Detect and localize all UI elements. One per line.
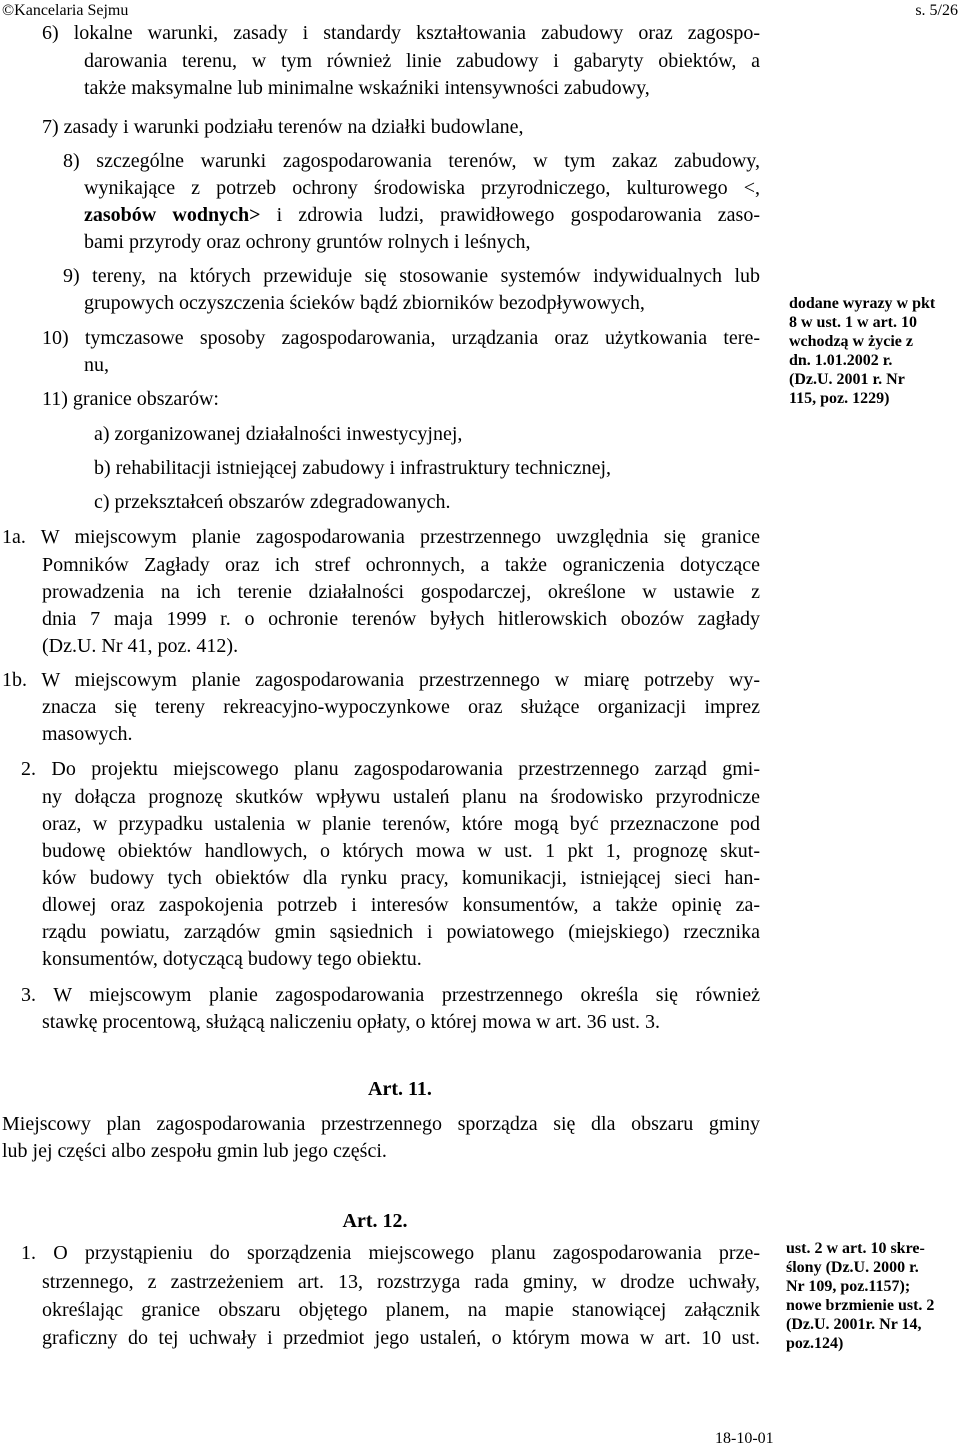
- item-11-c: c) przekształceń obszarów zdegradowanych.: [94, 491, 451, 513]
- margin-note-line: dodane wyrazy w pkt: [789, 295, 936, 312]
- article-12-line-2: strzennego, z zastrzeżeniem art. 13, rozstrzyga rada gminy, w drodze uchwały,: [42, 1271, 760, 1293]
- item-11-b: b) rehabilitacji istniejącej zabudowy i infrastruktury technicznej,: [94, 457, 612, 479]
- para-2-line-1: 2. Do projektu miejscowego planu zagospodarowania przestrzennego zarząd gmi-: [21, 758, 760, 780]
- margin-note-line: ślony (Dz.U. 2000 r.: [786, 1259, 919, 1276]
- item-8-line-2: wynikające z potrzeb ochrony środowiska przyrodniczego, kulturowego <,: [84, 177, 760, 199]
- item-7: 7) zasady i warunki podziału terenów na działki budowlane,: [42, 116, 524, 138]
- article-11-line-1: Miejscowy plan zagospodarowania przestrzennego sporządza się dla obszaru gminy: [2, 1113, 760, 1135]
- margin-note-line: 115, poz. 1229): [789, 390, 890, 407]
- item-8-line-4: bami przyrody oraz ochrony gruntów rolnych i leśnych,: [84, 231, 531, 253]
- para-2-line-3: oraz, w przypadku ustalenia w planie terenów, które mogą być przeznaczone pod: [42, 813, 760, 835]
- para-2-line-5: ków budowy tych obiektów dla rynku pracy, komunikacji, istniejącej sieci han-: [42, 867, 760, 889]
- margin-note-line: wchodzą w życie z: [789, 333, 913, 350]
- margin-note-line: (Dz.U. 2001r. Nr 14,: [786, 1316, 922, 1333]
- para-1b-line-1: 1b. W miejscowym planie zagospodarowania przestrzennego w miarę potrzeby wy-: [2, 669, 760, 691]
- margin-note-repeal: [786, 1239, 934, 1353]
- item-11: 11) granice obszarów:: [42, 388, 219, 410]
- item-6-line-3: także maksymalne lub minimalne wskaźniki intensywności zabudowy,: [84, 77, 650, 99]
- item-6-line-1: 6) lokalne warunki, zasady i standardy kształtowania zabudowy oraz zagospo-: [42, 22, 760, 44]
- margin-note-line: (Dz.U. 2001 r. Nr: [789, 371, 905, 388]
- para-1a-line-4: dnia 7 maja 1999 r. o ochronie terenów byłych hitlerowskich obozów zagłady: [42, 608, 760, 630]
- para-3-line-1: 3. W miejscowym planie zagospodarowania przestrzennego określa się również: [21, 984, 760, 1006]
- page-number: s. 5/26: [915, 2, 958, 19]
- item-9-line-1: 9) tereny, na których przewiduje się stosowanie systemów indywidualnych lub: [63, 265, 760, 287]
- para-2-line-2: ny dołącza prognozę skutków wpływu ustaleń planu na środowisko przyrodnicze: [42, 786, 760, 808]
- para-3-line-2: stawkę procentową, służącą naliczeniu opłaty, o której mowa w art. 36 ust. 3.: [42, 1011, 660, 1033]
- margin-note-line: Nr 109, poz.1157);: [786, 1278, 911, 1295]
- article-11-line-2: lub jej części albo zespołu gmin lub jego części.: [2, 1140, 387, 1162]
- para-1a-line-3: prowadzenia na ich terenie działalności gospodarczej, określone w ustawie z: [42, 581, 760, 603]
- article-12-line-1: 1. O przystąpieniu do sporządzenia miejscowego planu zagospodarowania prze-: [21, 1242, 760, 1264]
- article-12-title: Art. 12.: [342, 1210, 408, 1232]
- item-10-line-1: 10) tymczasowe sposoby zagospodarowania, urządzania oraz użytkowania tere-: [42, 327, 760, 349]
- para-2-line-8: konsumentów, dotyczącą budowy tego obiektu.: [42, 948, 422, 970]
- margin-note-line: ust. 2 w art. 10 skre-: [786, 1240, 925, 1257]
- item-9-line-2: grupowych oczyszczenia ścieków bądź zbiorników bezodpływowych,: [84, 292, 645, 314]
- item-11-a: a) zorganizowanej działalności inwestycyjnej,: [94, 423, 463, 445]
- para-2-line-4: budowę obiektów handlowych, o których mowa w ust. 1 pkt 1, prognozę skut-: [42, 840, 760, 862]
- para-2-line-6: dlowej oraz zaspokojenia potrzeb i interesów konsumentów, a także opinię za-: [42, 894, 760, 916]
- margin-note-line: poz.124): [786, 1335, 844, 1352]
- inserted-words: zasobów wodnych>: [84, 204, 261, 226]
- para-1a-line-1: 1a. W miejscowym planie zagospodarowania przestrzennego uwzględnia się granice: [2, 526, 760, 548]
- margin-note-line: nowe brzmienie ust. 2: [786, 1297, 935, 1314]
- para-1b-line-2: znacza się tereny rekreacyjno-wypoczynkowe oraz służące organizacji imprez: [42, 696, 760, 718]
- article-11-title: Art. 11.: [368, 1078, 432, 1100]
- article-12-line-4: graficzny do tej uchwały i przedmiot jego ustaleń, o którym mowa w art. 10 ust.: [42, 1327, 760, 1349]
- para-1b-line-3: masowych.: [42, 723, 133, 745]
- item-8-line-3-rest: i zdrowia ludzi, prawidłowego gospodarowania zaso-: [260, 204, 760, 226]
- header-copyright: ©Kancelaria Sejmu: [2, 2, 129, 19]
- item-6-line-2: darowania terenu, w tym również linie zabudowy i gabaryty obiektów, a: [84, 50, 760, 72]
- margin-note-line: dn. 1.01.2002 r.: [789, 352, 893, 369]
- article-12-line-3: określając granice obszaru objętego planem, na mapie stanowiącej załącznik: [42, 1299, 760, 1321]
- margin-note-line: 8 w ust. 1 w art. 10: [789, 314, 917, 331]
- para-2-line-7: rządu powiatu, zarządów gmin sąsiednich i powiatowego (miejskiego) rzecznika: [42, 921, 760, 943]
- para-1a-line-5: (Dz.U. Nr 41, poz. 412).: [42, 635, 239, 657]
- para-1a-line-2: Pomników Zagłady oraz ich stref ochronnych, a także ograniczenia dotyczące: [42, 554, 760, 576]
- item-8-line-1: 8) szczególne warunki zagospodarowania terenów, w tym zakaz zabudowy,: [63, 150, 760, 172]
- margin-note-amendment: [789, 294, 935, 408]
- footer-date: 18-10-01: [715, 1430, 774, 1447]
- item-10-line-2: nu,: [84, 354, 109, 376]
